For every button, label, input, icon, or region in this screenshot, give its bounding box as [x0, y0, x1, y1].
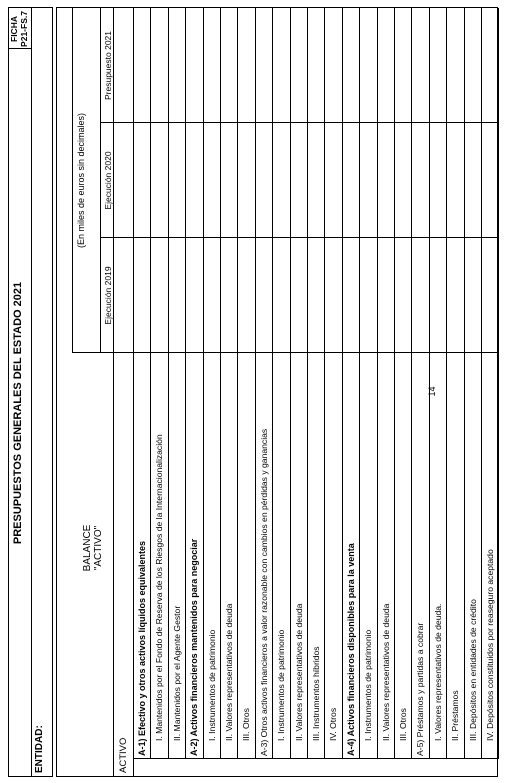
row-rule — [446, 8, 447, 759]
ficha-code: P21-FS.7 — [19, 11, 29, 47]
table-row-label: III. Otros — [398, 708, 408, 741]
table-row-label: A-5) Préstamos y partidas a cobrar — [415, 622, 426, 756]
table-row-label: I. Instrumentos de patrimonio — [206, 629, 217, 741]
row-rule — [464, 8, 465, 759]
columns-rule — [100, 8, 101, 353]
table-row-label: II. Préstamos — [450, 690, 461, 741]
row-rule — [290, 8, 291, 759]
document-title: PRESUPUESTOS GENERALES DEL ESTADO 2021 — [12, 281, 24, 545]
row-rule — [324, 8, 325, 759]
row-rule — [377, 8, 378, 759]
column-divider-3 — [100, 122, 497, 123]
row-rule — [203, 8, 204, 759]
header-rule — [113, 8, 114, 777]
table-row-label: A-4) Activos financieros disponibles para la venta — [345, 543, 356, 756]
table-row-label: IV. Otros — [328, 707, 339, 741]
table-row-label: II. Valores representativos de deuda — [293, 603, 304, 741]
table-row-label: II. Valores representativos de deuda — [380, 603, 391, 741]
column-header-ejecucion-2019: Ejecución 2019 — [103, 266, 113, 325]
units-rule — [72, 8, 73, 353]
row-rule — [220, 8, 221, 759]
table-row-label: II. Valores representativos de deuda — [224, 603, 234, 741]
table-row-label: III. Depósitos en entidades de crédito — [467, 599, 478, 741]
table-row-label: II. Mantenidos por el Agente Gestor — [171, 605, 182, 741]
row-rule — [411, 8, 412, 759]
units-label: (En miles de euros sin decimales) — [76, 112, 86, 249]
balance-title-line1: BALANCE — [82, 524, 93, 572]
row-rule — [255, 8, 256, 759]
entidad-box — [30, 7, 53, 777]
table-row-label: I. Valores representativos de deuda. — [432, 603, 443, 741]
row-rule — [359, 8, 360, 759]
table-row-label: III. Otros — [241, 708, 252, 741]
indent-divider — [133, 758, 497, 759]
row-rule — [481, 8, 482, 759]
table-row-label: IV. Depósitos constituidos por reaseguro aceptado — [485, 549, 495, 741]
column-header-presupuesto-2021: Presupuesto 2021 — [103, 31, 113, 100]
table-row-label: A-3) Otros activos financieros a valor razonable con cambios en pérdidas y ganancias — [258, 428, 269, 756]
row-rule — [272, 8, 273, 759]
entidad-label: ENTIDAD: — [34, 725, 45, 773]
row-rule — [394, 8, 395, 759]
row-rule — [168, 8, 169, 759]
table-row-label: I. Instrumentos de patrimonio — [363, 629, 374, 741]
row-rule — [185, 8, 186, 759]
section-label-activo: ACTIVO — [118, 737, 129, 773]
table-row-label: A-1) Efectivo y otros activos líquidos equivalentes — [137, 540, 147, 756]
row-rule — [342, 8, 343, 759]
row-rule — [133, 8, 134, 777]
table-row-label: III. Instrumentos híbridos — [311, 646, 321, 741]
column-divider-2 — [100, 237, 497, 238]
column-header-ejecucion-2020: Ejecución 2020 — [103, 151, 113, 210]
row-rule — [237, 8, 238, 759]
table-row-label: I. Instrumentos de patrimonio — [276, 629, 287, 741]
row-rule — [307, 8, 308, 759]
row-rule — [498, 8, 499, 759]
page-number: 14 — [427, 386, 437, 397]
table-row-label: I. Mantenidos por el Fondo de Reserva de los Riesgos de la Internacionalización — [154, 434, 165, 741]
balance-title-line2: "ACTIVO" — [93, 525, 104, 571]
row-rule — [150, 8, 151, 759]
table-row-label: A-2) Activos financieros mantenidos para negociar — [189, 538, 200, 756]
ficha-label: FICHA — [9, 16, 19, 42]
